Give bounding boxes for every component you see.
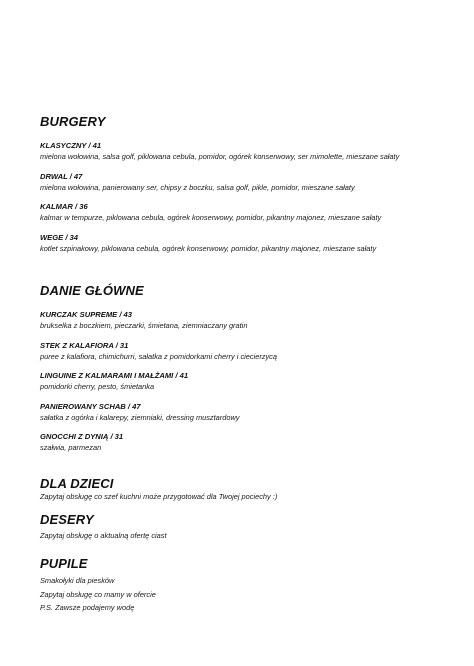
- menu-item-name: KALMAR / 36: [40, 202, 88, 211]
- section-title-danie-glowne: DANIE GŁÓWNE: [40, 283, 144, 298]
- section-note: Zapytaj obsługę o aktualną ofertę ciast: [40, 531, 167, 540]
- section-note: Zapytaj obsługę co mamy w ofercie: [40, 590, 156, 599]
- menu-item-description: pomidorki cherry, pesto, śmietanka: [40, 382, 155, 391]
- section-title-pupile: PUPILE: [40, 556, 88, 571]
- menu-item-name: KLASYCZNY / 41: [40, 141, 102, 150]
- section-title-burgery: BURGERY: [40, 114, 106, 129]
- menu-item-name: KURCZAK SUPREME / 43: [40, 310, 132, 319]
- menu-item-description: szałwia, parmezan: [40, 443, 102, 452]
- menu-item-name: WEGE / 34: [40, 233, 78, 242]
- menu-item-name: PANIEROWANY SCHAB / 47: [40, 402, 141, 411]
- menu-item-description: kalmar w tempurze, piklowana cebula, ogórek konserwowy, pomidor, pikantny majonez, mieszane sałaty: [40, 213, 382, 222]
- section-note: P.S. Zawsze podajemy wodę: [40, 603, 135, 612]
- menu-item-description: mielona wołowina, salsa golf, piklowana cebula, pomidor, ogórek konserwowy, ser mimolette, mieszane sałaty: [40, 152, 400, 161]
- menu-item-description: kotlet szpinakowy, piklowana cebula, ogórek konserwowy, pomidor, pikantny majonez, mieszane sałaty: [40, 244, 377, 253]
- menu-item-description: brukselka z boczkiem, pieczarki, śmietana, ziemniaczany gratin: [40, 321, 248, 330]
- menu-item-name: LINGUINE Z KALMARAMI I MAŁŻAMI / 41: [40, 371, 189, 380]
- menu-item-description: mielona wołowina, panierowany ser, chipsy z boczku, salsa golf, pikle, pomidor, mieszane sałaty: [40, 183, 355, 192]
- menu-item-name: DRWAL / 47: [40, 172, 83, 181]
- menu-item-name: GNOCCHI Z DYNIĄ / 31: [40, 432, 124, 441]
- menu-item-name: STEK Z KALAFIORA / 31: [40, 341, 129, 350]
- section-title-desery: DESERY: [40, 512, 94, 527]
- section-title-dla-dzieci: DLA DZIECI: [40, 476, 114, 491]
- section-note: Zapytaj obsługę co szef kuchni może przygotować dla Twojej pociechy :): [40, 492, 278, 501]
- section-note: Smakołyki dla piesków: [40, 576, 115, 585]
- menu-item-description: sałatka z ogórka i kalarepy, ziemniaki, dressing musztardowy: [40, 413, 240, 422]
- menu-item-description: puree z kalafiora, chimichurri, sałatka z pomidorkami cherry i ciecierzycą: [40, 352, 277, 361]
